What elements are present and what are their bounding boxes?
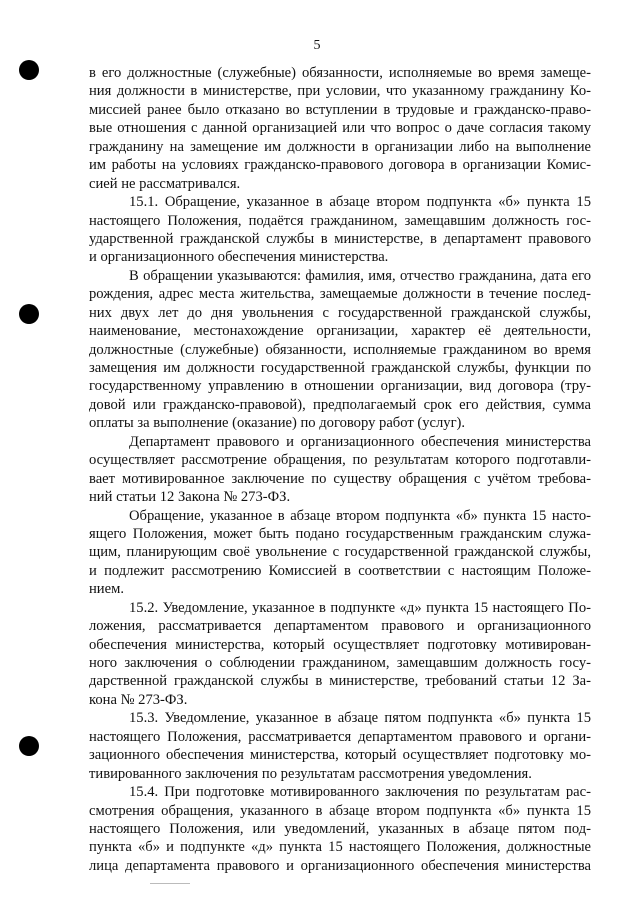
- text-line: ящего Положения, может быть подано государственным гражданским служа-: [89, 525, 591, 542]
- text-line: ного заключения о соблюдении гражданином, замещавшим должность госу-: [89, 655, 591, 671]
- text-line: вые отношения с данной организацией или что вопрос о даче согласия такому: [89, 120, 591, 137]
- text-line: настоящего Положения, или уведомлений, указанных в абзаце пятом под-: [89, 820, 591, 837]
- text-line: Департамент правового и организационного обеспечения министерства: [129, 433, 591, 450]
- page-number: 5: [313, 38, 321, 53]
- text-line: щим, планирующим своё увольнение с государственной гражданской службы,: [89, 544, 591, 561]
- text-line: В обращении указываются: фамилия, имя, отчество гражданина, дата его: [129, 267, 591, 284]
- text-line: них двух лет до дня увольнения с государственной гражданской службы,: [89, 304, 591, 321]
- text-line: оплаты за выполнение (оказание) по договору работ (услуг).: [89, 415, 466, 432]
- text-line: 15.2. Уведомление, указанное в подпункте «д» пункта 15 настоящего По-: [129, 599, 591, 616]
- text-line: вает мотивированное заключение по существу обращения с учётом требова-: [89, 470, 591, 487]
- text-line: рождения, адрес места жительства, замещаемые должности в течение послед-: [89, 286, 591, 303]
- text-line: сией не рассматривался.: [89, 175, 241, 192]
- text-line: кона № 273-ФЗ.: [89, 691, 188, 708]
- text-line: нием.: [89, 581, 124, 598]
- text-line: зационного обеспечения министерства, который осуществляет подготовку мо-: [89, 747, 591, 764]
- text-line: им работы на условиях гражданско-правового договора в организации Комис-: [89, 157, 591, 174]
- text-line: должностные (служебные) обязанности, исполняемые гражданином во время: [89, 341, 591, 358]
- punch-hole-middle: [19, 304, 39, 324]
- text-line: в его должностные (служебные) обязанности, исполняемые во время замеще-: [89, 65, 591, 81]
- text-line: лица департамента правового и организационного обеспечения министерства: [89, 857, 591, 874]
- text-line: и подлежит рассмотрению Комиссией в соответствии с настоящим Положе-: [89, 562, 591, 579]
- text-line: ложения, рассматривается департаментом правового и организационного: [89, 618, 591, 635]
- text-line: тивированного заключения по результатам рассмотрения уведомления.: [89, 765, 532, 782]
- text-line: гражданину на замещение им должности в организации либо на выполнение: [89, 138, 591, 155]
- punch-hole-top: [19, 60, 39, 80]
- text-line: ударственной гражданской службы в министерстве, в департамент правового: [89, 230, 591, 247]
- text-line: настоящего Положения, рассматривается департаментом правового и органи-: [89, 728, 591, 745]
- text-line: государственному управлению в отношении организации, вид договора (тру-: [89, 378, 591, 395]
- text-line: настоящего Положения, подаётся гражданином, замещавшим должность гос-: [89, 212, 591, 229]
- text-line: ния должности в министерстве, при условии, что указанному гражданину Ко-: [89, 83, 591, 100]
- text-line: ний статьи 12 Закона № 273-ФЗ.: [89, 489, 291, 506]
- text-line: и организационного обеспечения министерства.: [89, 249, 389, 266]
- text-line: пункта «б» и подпункте «д» пункта 15 настоящего Положения, должностные: [89, 839, 591, 856]
- text-line: дарственной гражданской службы в министерстве, требований статьи 12 За-: [89, 673, 591, 690]
- text-line: наименование, местонахождение организации, характер её деятельности,: [89, 323, 591, 340]
- scan-artifact: [150, 883, 190, 884]
- text-line: замещения им должности государственной гражданской службы, функции по: [89, 360, 591, 376]
- text-line: довой или гражданско-правовой), предполагаемый срок его действия, сумма: [89, 396, 591, 413]
- text-line: осуществляет рассмотрение обращения, по результатам которого подготавли-: [89, 452, 591, 469]
- text-line: Обращение, указанное в абзаце втором подпункта «б» пункта 15 насто-: [129, 507, 591, 524]
- text-line: 15.4. При подготовке мотивированного заключения по результатам рас-: [129, 784, 591, 801]
- text-line: 15.1. Обращение, указанное в абзаце втором подпункта «б» пункта 15: [129, 194, 591, 211]
- text-line: 15.3. Уведомление, указанное в абзаце пятом подпункта «б» пункта 15: [129, 710, 591, 727]
- text-line: смотрения обращения, указанного в абзаце втором подпункта «б» пункта 15: [89, 802, 591, 819]
- text-line: миссией ранее было отказано во вступлении в трудовые и гражданско-право-: [89, 101, 591, 118]
- punch-hole-bottom: [19, 736, 39, 756]
- text-line: обеспечения министерства, который осуществляет подготовку мотивирован-: [89, 636, 591, 653]
- document-body: [89, 64, 591, 875]
